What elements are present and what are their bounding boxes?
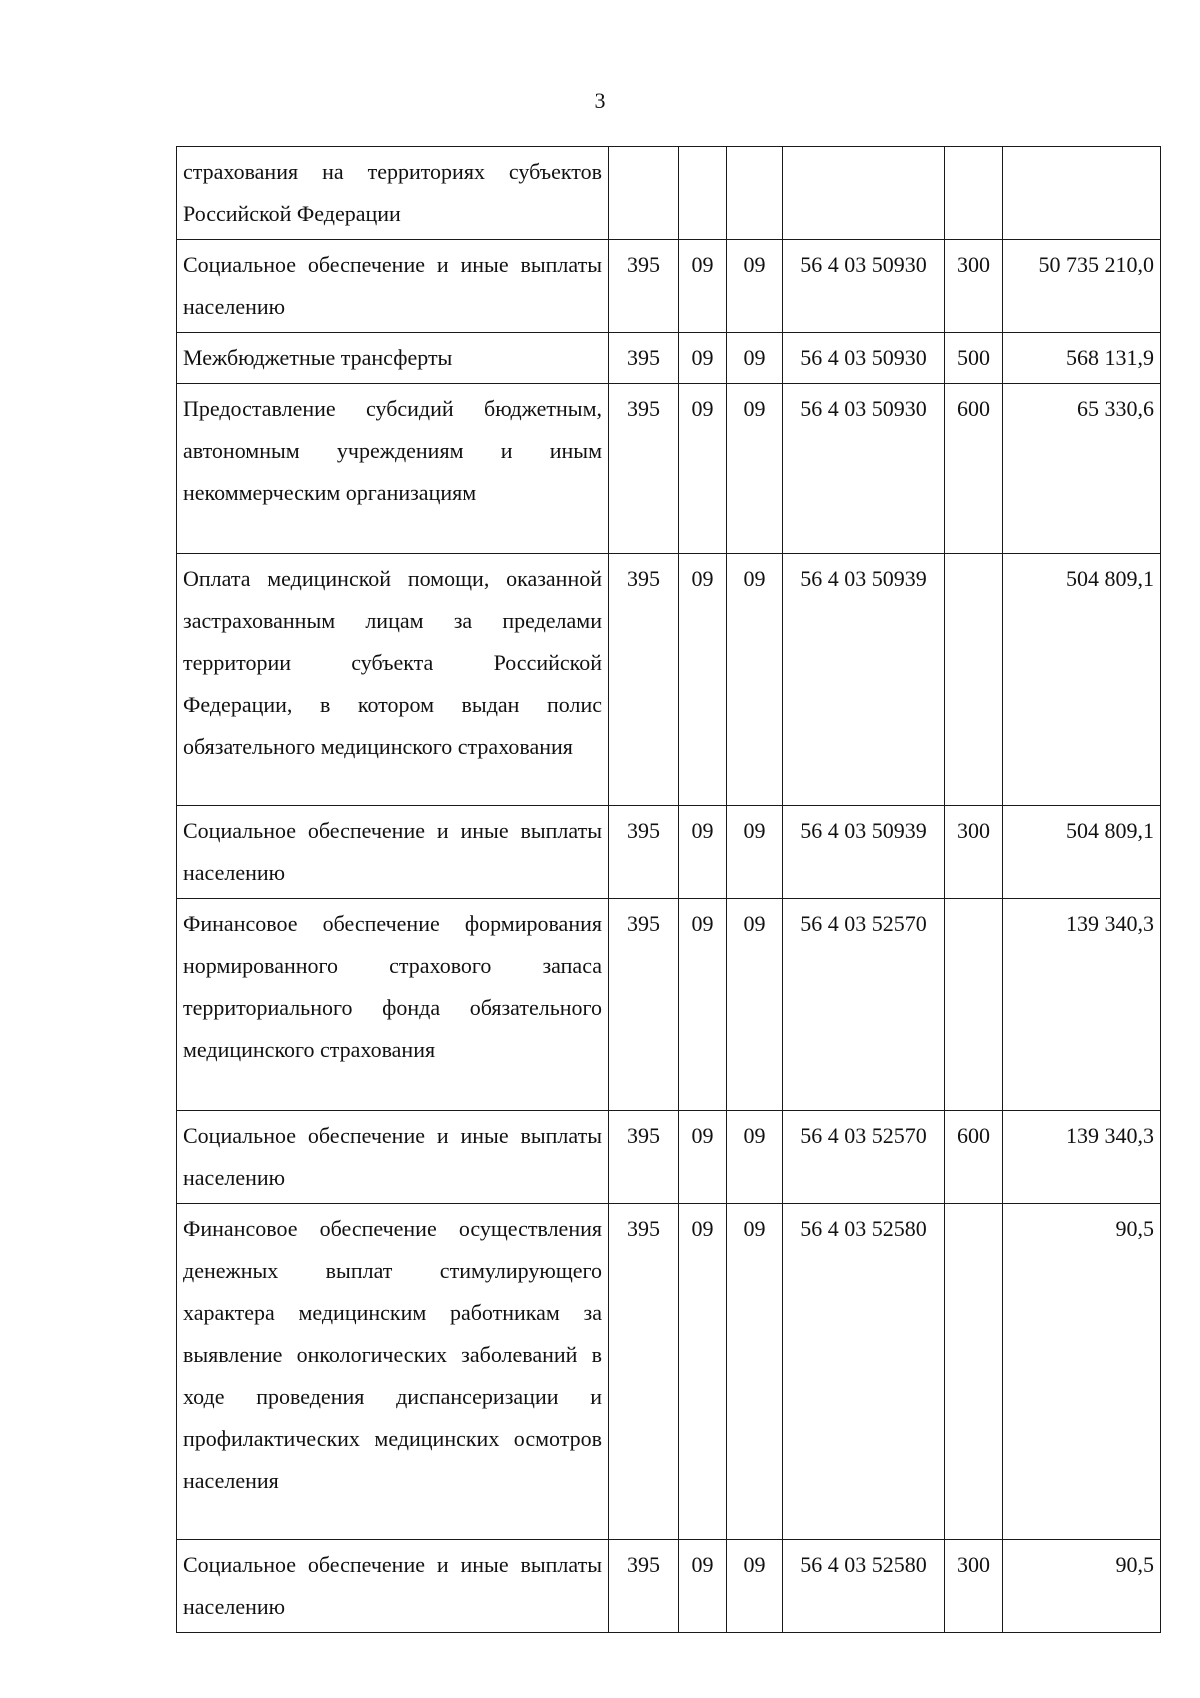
row-amount: 90,5 <box>1003 1204 1161 1540</box>
row-subsection-code: 09 <box>727 333 783 384</box>
row-expense-type: 600 <box>945 1111 1003 1204</box>
row-expense-type: 300 <box>945 240 1003 333</box>
row-amount: 50 735 210,0 <box>1003 240 1161 333</box>
row-ministry-code: 395 <box>609 554 679 806</box>
row-amount: 504 809,1 <box>1003 554 1161 806</box>
table-row <box>177 1111 1161 1204</box>
row-section-code: 09 <box>679 240 727 333</box>
table-row <box>177 899 1161 1111</box>
row-section-code: 09 <box>679 1204 727 1540</box>
budget-table-body <box>177 147 1161 1633</box>
page-number: 3 <box>594 88 606 113</box>
row-description: Социальное обеспечение и иные выплаты населению <box>177 1540 609 1633</box>
row-expense-type <box>945 1204 1003 1540</box>
row-description: Финансовое обеспечение формирования нормированного страхового запаса территориального фонда обязательного медицинского страхования <box>177 899 609 1111</box>
row-target-article: 56 4 03 52580 <box>783 1540 945 1633</box>
table-row <box>177 240 1161 333</box>
row-subsection-code: 09 <box>727 240 783 333</box>
table-row <box>177 147 1161 240</box>
row-ministry-code: 395 <box>609 384 679 554</box>
row-ministry-code: 395 <box>609 333 679 384</box>
table-row <box>177 1540 1161 1633</box>
row-description: Межбюджетные трансферты <box>177 333 609 384</box>
row-description: Социальное обеспечение и иные выплаты населению <box>177 240 609 333</box>
row-subsection-code: 09 <box>727 806 783 899</box>
row-expense-type: 500 <box>945 333 1003 384</box>
row-ministry-code <box>609 147 679 240</box>
row-description: Социальное обеспечение и иные выплаты населению <box>177 1111 609 1204</box>
table-row <box>177 384 1161 554</box>
row-ministry-code: 395 <box>609 806 679 899</box>
row-expense-type: 300 <box>945 806 1003 899</box>
row-section-code: 09 <box>679 1111 727 1204</box>
row-subsection-code: 09 <box>727 1540 783 1633</box>
row-target-article <box>783 147 945 240</box>
row-section-code: 09 <box>679 554 727 806</box>
row-section-code: 09 <box>679 899 727 1111</box>
row-section-code <box>679 147 727 240</box>
table-row <box>177 806 1161 899</box>
row-description: Социальное обеспечение и иные выплаты населению <box>177 806 609 899</box>
row-ministry-code: 395 <box>609 899 679 1111</box>
row-ministry-code: 395 <box>609 1204 679 1540</box>
row-section-code: 09 <box>679 333 727 384</box>
row-expense-type <box>945 147 1003 240</box>
row-subsection-code: 09 <box>727 899 783 1111</box>
row-target-article: 56 4 03 50939 <box>783 554 945 806</box>
row-target-article: 56 4 03 52570 <box>783 899 945 1111</box>
row-amount: 504 809,1 <box>1003 806 1161 899</box>
row-section-code: 09 <box>679 384 727 554</box>
row-section-code: 09 <box>679 806 727 899</box>
row-amount: 65 330,6 <box>1003 384 1161 554</box>
row-expense-type: 600 <box>945 384 1003 554</box>
row-amount <box>1003 147 1161 240</box>
row-amount: 90,5 <box>1003 1540 1161 1633</box>
row-description: Предоставление субсидий бюджетным, автономным учреждениям и иным некоммерческим организациям <box>177 384 609 554</box>
row-ministry-code: 395 <box>609 1540 679 1633</box>
row-target-article: 56 4 03 50939 <box>783 806 945 899</box>
row-description: страхования на территориях субъектов Российской Федерации <box>177 147 609 240</box>
row-target-article: 56 4 03 50930 <box>783 384 945 554</box>
row-subsection-code: 09 <box>727 554 783 806</box>
row-subsection-code: 09 <box>727 1111 783 1204</box>
budget-table <box>176 146 1161 1633</box>
table-row <box>177 1204 1161 1540</box>
row-target-article: 56 4 03 52570 <box>783 1111 945 1204</box>
row-section-code: 09 <box>679 1540 727 1633</box>
row-description: Финансовое обеспечение осуществления денежных выплат стимулирующего характера медицинским работникам за выявление онкологических заболеваний в ходе проведения диспансеризации и профилактических медицинских осмотров населения <box>177 1204 609 1540</box>
row-ministry-code: 395 <box>609 1111 679 1204</box>
row-expense-type <box>945 899 1003 1111</box>
row-amount: 139 340,3 <box>1003 1111 1161 1204</box>
row-target-article: 56 4 03 50930 <box>783 333 945 384</box>
row-target-article: 56 4 03 52580 <box>783 1204 945 1540</box>
table-row <box>177 333 1161 384</box>
row-subsection-code <box>727 147 783 240</box>
row-amount: 568 131,9 <box>1003 333 1161 384</box>
row-expense-type: 300 <box>945 1540 1003 1633</box>
row-subsection-code: 09 <box>727 1204 783 1540</box>
row-expense-type <box>945 554 1003 806</box>
row-target-article: 56 4 03 50930 <box>783 240 945 333</box>
table-row <box>177 554 1161 806</box>
row-amount: 139 340,3 <box>1003 899 1161 1111</box>
row-ministry-code: 395 <box>609 240 679 333</box>
row-description: Оплата медицинской помощи, оказанной застрахованным лицам за пределами территории субъекта Российской Федерации, в котором выдан полис обязательного медицинского страхования <box>177 554 609 806</box>
row-subsection-code: 09 <box>727 384 783 554</box>
